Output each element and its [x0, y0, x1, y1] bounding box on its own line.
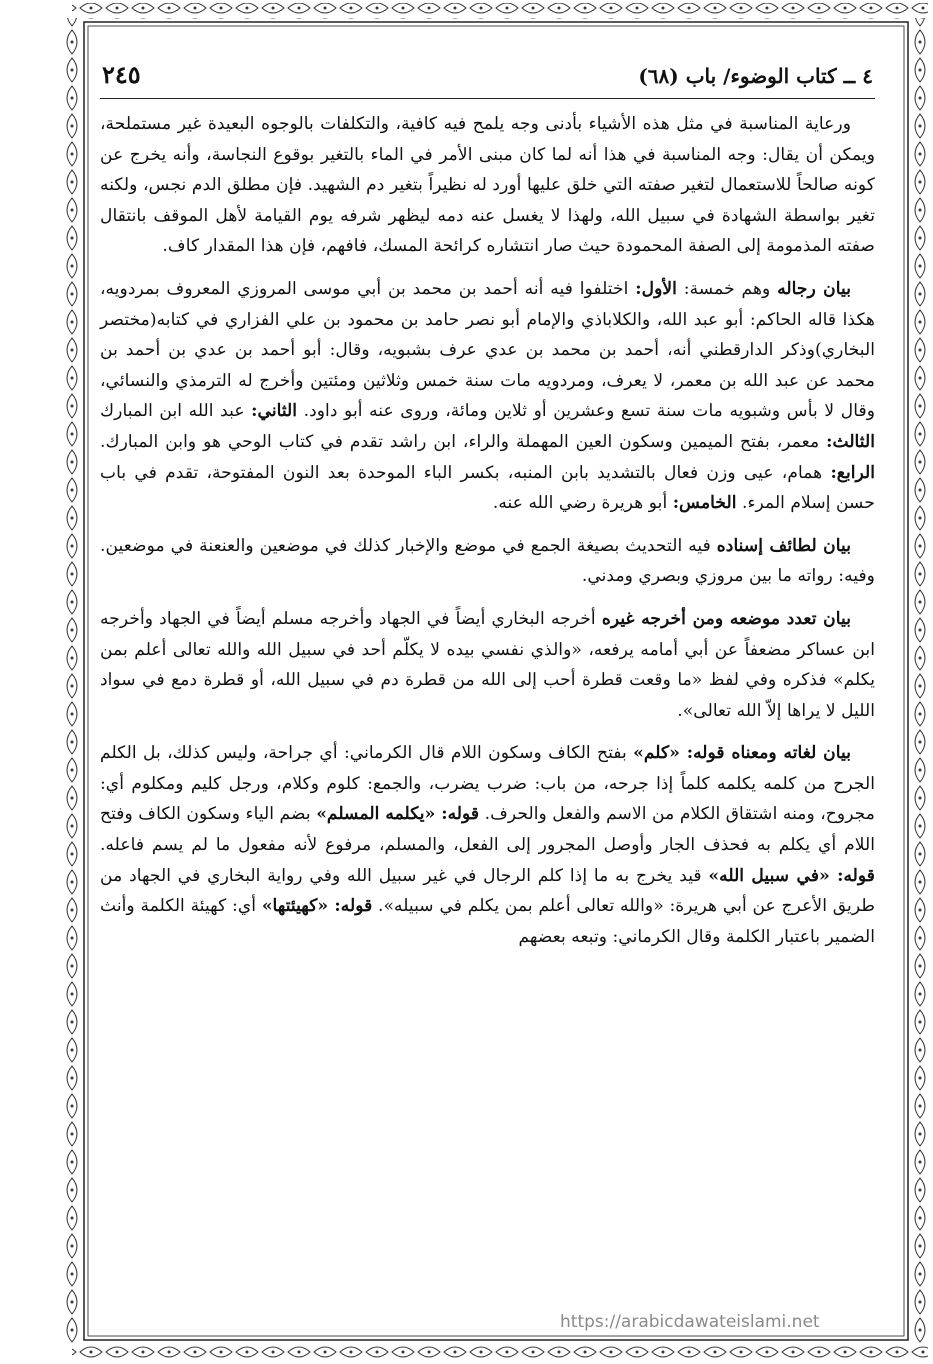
text-run: أخرجه البخاري أيضاً في الجهاد وأخرجه مسلم أيضاً في الجهاد وأخرجه ابن عساكر مضعفاً عن أبي أمامه يرفعه، «والذي نفسي بيده لا يكلّم أحد في سبيل الله والله تعالى أعلم بمن يكلم» فذكره وفي لفظ «ما وقعت قطرة أحب إلى الله من قطرة دم في سبيل الله، أو قطرة دمع في سواد الليل لا يراها إلاّ الله تعالى». [100, 608, 875, 721]
section-heading: الرابع: [830, 462, 875, 483]
text-run: فيه التحديث بصيغة الجمع في موضع والإخبار كذلك في موضعين والعنعنة في موضعين. وفيه: رواته ما بين مروزي وبصري ومدني. [100, 535, 875, 587]
text-run: عبد الله ابن المبارك [100, 401, 252, 422]
page-content [100, 58, 875, 1328]
text-run: أي: كهيئة الكلمة وأنث الضمير باعتبار الكلمة وقال الكرماني: وتبعه بعضهم [100, 896, 875, 947]
section-heading: قوله: «في سبيل الله» [708, 865, 876, 886]
paragraph [100, 109, 875, 262]
text-run: قيد يخرج به ما إذا كلم الرجال في غير سبيل الله وفي رواية البخاري في الجهاد من طريق الأعرج عن أبي هريرة: «والله تعالى أعلم بمن يكلم في سبيله». [100, 865, 876, 917]
section-heading: بيان تعدد موضعه ومن أخرجه غيره [601, 608, 852, 629]
section-heading: الخامس: [672, 493, 737, 514]
text-run: اختلفوا فيه أنه أحمد بن محمد بن أبي موسى المروزي المعروف بمردويه، هكذا قاله الحاكم: أبو عبد الله، والكلاباذي والإمام أبو نصر حامد بن محمود بن علي الفزاري في كتابه(مختصر البخاري)وذكر الدارقطني أنه، أحمد بن محمد بن عدي عرف بشبويه، وقال: أبو أحمد بن عدي بن أحمد بن محمد عن عبد الله بن معمر، لا يعرف، ومردويه مات سنة خمس وثلاثين ومئتين وأخرج له الترمذي والنسائي، وقال لا بأس وشبويه مات سنة تسع وعشرين أو ثلاين ومائة، وروى عنه أبو داود. [100, 278, 875, 422]
paragraph [100, 531, 875, 592]
text-run: بفتح الكاف وسكون اللام قال الكرماني: أي جراحة، وليس كذلك، بل الكلم الجرح من كلمه يكلمه كلماً إذا جرحه، من باب: ضرب يضرب، والجمع: كلوم وكلام، ورجل كليم ومكلوم أي: مجروح، ومنه اشتقاق الكلام من الاسم والفعل والحرف. [100, 743, 875, 825]
body-text [100, 109, 875, 952]
section-heading: قوله: «كهيئتها» [261, 896, 373, 917]
text-run: أبو هريرة رضي الله عنه. [492, 493, 673, 514]
section-heading: بيان لطائف إسناده [716, 535, 851, 556]
text-run: ورعاية المناسبة في مثل هذه الأشياء بأدنى وجه يلمح فيه كافية، والتكلفات بالوجوه البعيدة غير مستملحة، ويمكن أن يقال: وجه المناسبة في هذا أنه لما كان مبنى الأمر في الماء بالتغير بوقوع النجاسة، وأنه يخرج عن كونه صالحاً للاستعمال لتغير صفته التي خلق عليها أورد له نظيراً بتغير دم الشهيد. فإن مطلق الدم نجس، ولكنه تغير بواسطة الشهادة في سبيل الله، ولهذا لا يغسل عنه دمه ليظهر شرفه يوم القيامة لأهل الموقف بانتقال صفته المذمومة إلى الصفة المحمودة حيث صار انتشاره كرائحة المسك، فافهم، فإن هذا المقدار كاف. [100, 114, 875, 257]
section-heading: الثاني: [251, 401, 298, 422]
section-heading: بيان رجاله [777, 278, 852, 299]
page-header [100, 58, 875, 99]
text-run: وهم خمسة: [676, 278, 778, 299]
page-number: ٢٤٥ [102, 60, 141, 89]
section-heading: الأول: [635, 278, 677, 299]
paragraph [100, 274, 875, 519]
paragraph [100, 604, 875, 726]
paragraph [100, 738, 875, 952]
text-run: بضم الياء وسكون الكاف وفتح اللام أي يكلم به فحذف الجار وأوصل المجرور إلى الفعل، والمسلم، مرفوع لأنه مفعول ما لم يسم فاعله. [100, 804, 875, 856]
text-run: معمر، بفتح الميمين وسكون العين المهملة والراء، ابن راشد تقدم في كتاب الوحي هو وابن المبارك. [100, 431, 827, 452]
running-title: ٤ ــ كتاب الوضوء/ باب (٦٨) [638, 64, 873, 88]
section-heading: الثالث: [826, 431, 875, 452]
text-run: همام، عيى وزن فعال بالتشديد بابن المنبه، بكسر الباء الموحدة بعد النون المفتوحة، تقدم في باب حسن إسلام المرء. [100, 462, 875, 514]
section-heading: قوله: «يكلمه المسلم» [316, 804, 480, 825]
section-heading: بيان لغاته ومعناه قوله: «كلم» [633, 743, 851, 764]
watermark-url: https://arabicdawateislami.net [560, 1312, 820, 1332]
